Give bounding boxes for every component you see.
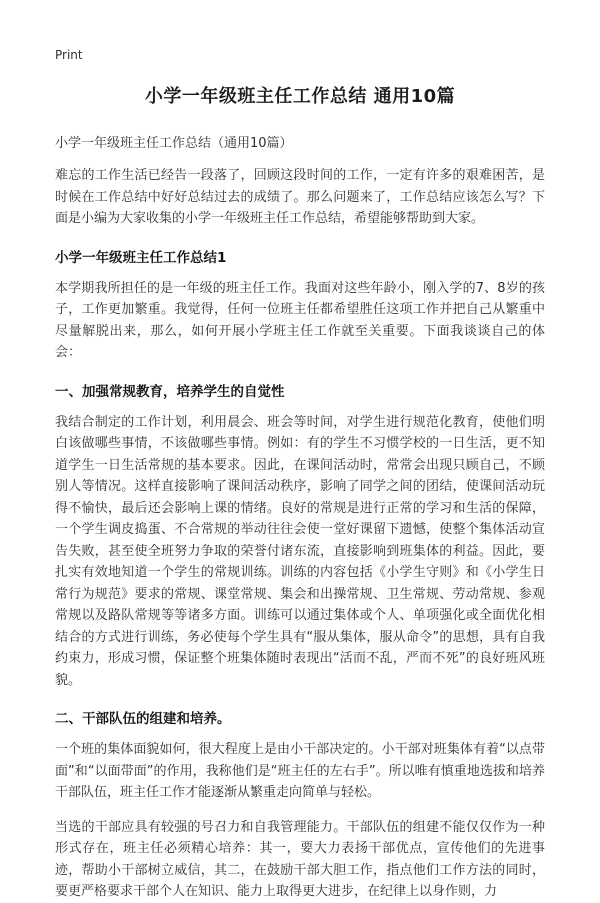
document-subtitle: 小学一年级班主任工作总结（通用10篇） (55, 136, 293, 151)
section-1-paragraph: 本学期我所担任的是一年级的班主任工作。我面对这些年龄小，刚入学的7、8岁的孩子，工作更加繁重。我觉得，任何一位班主任都希望胜任这项工作并把自己从繁重中尽量解脱出来，那么，如何开展小学班主任工作就至关重要。下面我谈谈自己的体会： (55, 280, 545, 360)
section-1-heading: 小学一年级班主任工作总结1 (55, 249, 227, 266)
subsection-2-heading: 二、干部队伍的组建和培养。 (55, 711, 231, 727)
print-button[interactable]: Print (55, 48, 83, 62)
intro-paragraph: 难忘的工作生活已经告一段落了，回顾这段时间的工作，一定有许多的艰难困苦，是时候在工作总结中好好总结过去的成绩了。那么问题来了，工作总结应该怎么写？下面是小编为大家收集的小学一年级班主任工作总结，希望能够帮助到大家。 (55, 168, 545, 226)
subsection-1-heading: 一、加强常规教育，培养学生的自觉性 (55, 383, 285, 400)
document-title: 小学一年级班主任工作总结 通用10篇 (144, 86, 456, 107)
subsection-2-paragraph-2: 当选的干部应具有较强的号召力和自我管理能力。干部队伍的组建不能仅仅作为一种形式存在，班主任必须精心培养：其一，要大力表扬干部优点，宣传他们的先进事迹，帮助小干部树立威信，其二，在鼓励干部大胆工作，指点他们工作方法的同时，要更严格要求干部个人在知识、能力上取得更大进步，在纪律上以身作则，力 (55, 819, 545, 899)
subsection-2-paragraph-1: 一个班的集体面貌如何，很大程度上是由小干部决定的。小干部对班集体有着“以点带面”和“以面带面”的作用，我称他们是“班主任的左右手”。所以唯有慎重地选拔和培养干部队伍，班主任工作才能逐渐从繁重走向简单与轻松。 (55, 742, 545, 800)
subsection-1-paragraph: 我结合制定的工作计划，利用晨会、班会等时间，对学生进行规范化教育，使他们明白该做哪些事情，不该做哪些事情。例如：有的学生不习惯学校的一日生活，更不知道学生一日生活常规的基本要求。因此，在课间活动时，常常会出现只顾自己，不顾别人等情况。这样直接影响了课间活动秩序，影响了同学之间的团结，使课间活动玩得不愉快，最后还会影响上课的情绪。良好的常规是进行正常的学习和生活的保障，一个学生调皮捣蛋、不合常规的举动往往会使一堂好课留下遗憾，使整个集体活动宣告失败，甚至使全班努力争取的荣誉付诸东流，直接影响到班集体的利益。因此，要扎实有效地知道一个学生的常规训练。训练的内容包括《小学生守则》和《小学生日常行为规范》要求的常规、课堂常规、集会和出操常规、卫生常规、劳动常规、参观常规以及路队常规等等诸多方面。训练可以通过集体或个人、单项强化或全面优化相结合的方式进行训练，务必使每个学生具有“服从集体，服从命令”的思想，具有自我约束力，形成习惯，保证整个班集体随时表现出“活而不乱，严而不死”的良好班风班貌。 (55, 414, 545, 688)
